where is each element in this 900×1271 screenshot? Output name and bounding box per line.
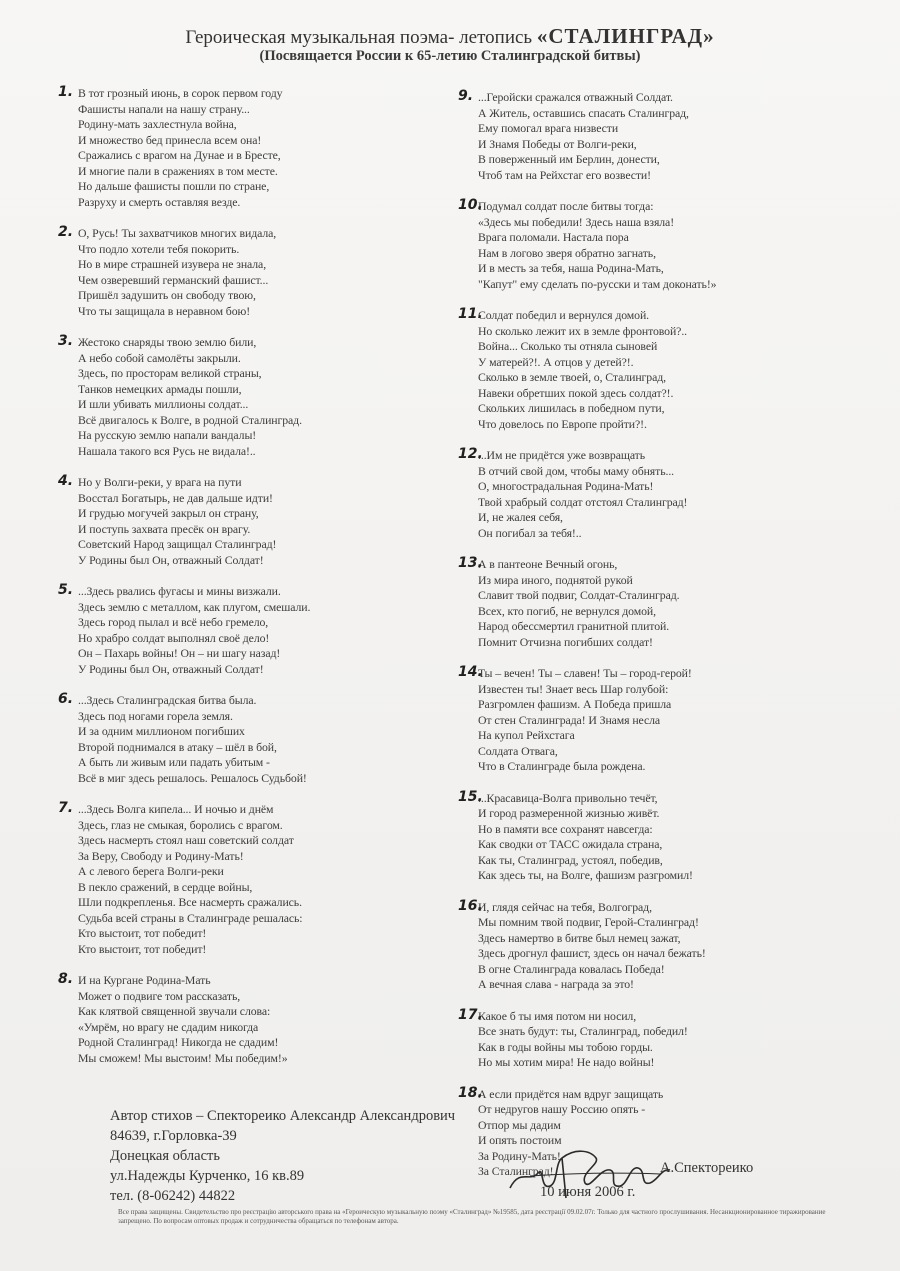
verse-line: Навеки обретших покой здесь солдат?!. bbox=[478, 385, 674, 400]
stanza-number: 13. bbox=[458, 555, 483, 571]
verse-line: Советский Народ защищал Сталинград! bbox=[78, 537, 277, 551]
right-column bbox=[460, 90, 800, 1196]
stanza bbox=[458, 1006, 800, 1071]
verse-line: Народ обессмертил гранитной плитой. bbox=[478, 619, 670, 633]
verse-line: А вечная слава - награда за это! bbox=[478, 977, 634, 991]
verse-line: Чем озверевший германский фашист... bbox=[78, 272, 269, 287]
stanza bbox=[60, 973, 430, 1066]
verse-line: Солдат победил и вернулся домой. bbox=[478, 308, 650, 322]
verse-line: Здесь, по просторам великой страны, bbox=[78, 366, 262, 380]
verse-line: Ты – вечен! Ты – славен! Ты – город-герой! bbox=[478, 666, 692, 680]
verse-line: В огне Сталинграда ковалась Победа! bbox=[478, 961, 665, 976]
stanza bbox=[460, 448, 800, 541]
stanza-number: 11. bbox=[458, 306, 483, 322]
verse-line: Но дальше фашисты пошли по стране, bbox=[78, 179, 270, 193]
verse-line: Всех, кто погиб, не вернулся домой, bbox=[478, 603, 656, 618]
verse-line: ...Красавица-Волга привольно течёт, bbox=[478, 790, 658, 805]
signature-name: А.Спектореико bbox=[660, 1160, 754, 1176]
signature-date: 10 июня 2006 г. bbox=[540, 1184, 636, 1200]
verse-line: Подумал солдат после битвы тогда: bbox=[478, 199, 654, 213]
stanza bbox=[60, 86, 430, 210]
verse-line: Помнит Отчизна погибших солдат! bbox=[478, 634, 653, 649]
verse-line: ...Здесь рвались фугасы и мины визжали. bbox=[78, 584, 281, 598]
verse-line: И, не жалея себя, bbox=[478, 510, 563, 524]
verse-line: Нам в логово зверя обратно загнать, bbox=[478, 245, 656, 260]
title-main: «СТАЛИНГРАД» bbox=[536, 24, 715, 48]
verse-line: Жестоко снаряды твою землю били, bbox=[78, 335, 257, 349]
stanza bbox=[458, 897, 800, 993]
verse-line: У Родины был Он, отважный Солдат! bbox=[78, 661, 264, 676]
verse-line: Здесь дрогнул фашист, здесь он начал бежать! bbox=[478, 946, 706, 960]
verse-line: Здесь землю с металлом, как плугом, смешали. bbox=[78, 599, 311, 614]
stanza bbox=[460, 557, 800, 650]
verse-line: На купол Рейхстага bbox=[478, 728, 575, 742]
verse-line: Но храбро солдат выполнял своё дело! bbox=[78, 630, 270, 645]
verse-line: Что довелось по Европе пройти?!. bbox=[478, 416, 647, 431]
title-prefix: Героическая музыкальная поэма- летопись bbox=[185, 27, 537, 48]
stanza-number: 4. bbox=[58, 473, 74, 489]
stanza-number: 18. bbox=[458, 1084, 483, 1101]
author-address-1: 84639, г.Горловка-39 bbox=[110, 1128, 237, 1144]
stanza-number: 10. bbox=[458, 197, 483, 213]
verse-line: О, Русь! Ты захватчиков многих видала, bbox=[78, 226, 277, 240]
verse-line: В пекло сражений, в сердце войны, bbox=[78, 879, 253, 894]
author-name: Автор стихов – Спектореико Александр Александрович bbox=[110, 1108, 456, 1124]
stanza bbox=[60, 584, 430, 677]
verse-line: Всё двигалось к Волге, в родной Сталинград. bbox=[78, 412, 302, 427]
page-subtitle: (Посвящается России к 65-летию Сталинградской битвы) bbox=[259, 48, 641, 64]
verse-line: Кто выстоит, тот победит! bbox=[78, 941, 207, 956]
stanza-number: 8. bbox=[58, 971, 74, 987]
verse-line: Что в Сталинграде была рождена. bbox=[478, 759, 646, 773]
verse-line: ...Геройски сражался отважный Солдат. bbox=[478, 90, 673, 104]
verse-line: Как клятвой священной звучали слова: bbox=[78, 1004, 271, 1018]
verse-line: Здесь, глаз не смыкая, боролись с врагом. bbox=[78, 817, 283, 832]
verse-line: Родину-мать захлестнула война, bbox=[78, 117, 237, 131]
stanza-number: 16. bbox=[458, 897, 483, 914]
verse-line: Как здесь ты, на Волге, фашизм разгромил! bbox=[478, 868, 693, 882]
stanza-number: 1. bbox=[58, 84, 74, 100]
verse-line: А если придётся нам вдруг защищать bbox=[478, 1086, 664, 1101]
stanza bbox=[60, 802, 430, 957]
verse-line: А Житель, оставшись спасать Сталинград, bbox=[478, 105, 689, 120]
stanza-number: 14. bbox=[458, 664, 483, 680]
copyright-footnote: Все права защищены. Свидетельство про реєстрацію авторського права на «Героическую музыкальную поэму «Сталинград» №19585, дата реєстрації 09.02.07г. Только для частного прослушивания. Несанкционированное тиражирование запрещено. По вопросам оптовых продаж и сотрудничества обращаться по телефонам автора. bbox=[118, 1208, 826, 1225]
author-phone: тел. (8-06242) 44822 bbox=[110, 1188, 236, 1204]
verse-line: Славит твой подвиг, Солдат-Сталинград. bbox=[478, 588, 680, 602]
signature-area bbox=[500, 1128, 800, 1208]
stanza bbox=[60, 475, 430, 568]
verse-line: Война... Сколько ты отняла сыновей bbox=[478, 339, 658, 353]
verse-line: Но в мире страшней изувера не знала, bbox=[78, 257, 267, 271]
verse-line: А в пантеоне Вечный огонь, bbox=[478, 557, 618, 571]
verse-line: Здесь под ногами горела земля. bbox=[78, 708, 233, 723]
verse-line: Здесь насмерть стоял наш советский солдат bbox=[78, 833, 294, 847]
verse-line: Он – Пахарь войны! Он – ни шагу назад! bbox=[78, 646, 281, 660]
verse-line: Как сводки от ТАСС ожидала страна, bbox=[478, 837, 663, 851]
verse-line: Нашала такого вся Русь не видала!.. bbox=[78, 443, 256, 458]
verse-line: Сколько в земле твоей, о, Сталинград, bbox=[478, 370, 666, 384]
verse-line: О, многострадальная Родина-Мать! bbox=[478, 479, 654, 493]
verse-line: И многие пали в сражениях в том месте. bbox=[78, 163, 278, 178]
verse-line: Но в памяти все сохранят навсегда: bbox=[478, 821, 653, 836]
verse-line: На русскую землю напали вандалы! bbox=[78, 428, 257, 442]
verse-line: Солдата Отвага, bbox=[478, 743, 558, 758]
stanza bbox=[60, 335, 430, 459]
verse-line: Но мы хотим мира! Не надо войны! bbox=[478, 1055, 655, 1069]
verse-line: В отчий свой дом, чтобы маму обнять... bbox=[478, 463, 675, 478]
stanza-number: 5. bbox=[58, 582, 74, 598]
verse-line: Сражались с врагом на Дунае и в Бресте, bbox=[78, 148, 281, 162]
verse-line: Как ты, Сталинград, устоял, победив, bbox=[478, 852, 663, 867]
verse-line: А с левого берега Волги-реки bbox=[78, 864, 224, 878]
stanza-number: 3. bbox=[58, 333, 74, 349]
stanza-number: 6. bbox=[58, 691, 74, 707]
verse-line: И за одним миллионом погибших bbox=[78, 724, 245, 738]
verse-line: Отпор мы дадим bbox=[478, 1117, 561, 1132]
verse-line: Пришёл задушить он свободу твою, bbox=[78, 288, 256, 302]
stanza bbox=[458, 788, 800, 884]
verse-line: И на Кургане Родина-Мать bbox=[78, 973, 211, 987]
verse-line: И опять постоим bbox=[478, 1133, 562, 1147]
verse-line: Кто выстоит, тот победит! bbox=[78, 926, 207, 940]
verse-line: Но у Волги-реки, у врага на пути bbox=[78, 475, 242, 489]
verse-line: И город размеренной жизнью живёт. bbox=[478, 806, 660, 820]
stanza bbox=[60, 226, 430, 319]
verse-line: Твой храбрый солдат отстоял Сталинград! bbox=[478, 494, 688, 509]
verse-line: А небо собой самолёты закрыли. bbox=[78, 350, 241, 365]
stanza-number: 12. bbox=[458, 446, 483, 462]
verse-line: Известен ты! Знает весь Шар голубой: bbox=[478, 681, 669, 696]
verse-line: Восстал Богатырь, не дав дальше идти! bbox=[78, 490, 273, 505]
verse-line: ...Здесь Волга кипела... И ночью и днём bbox=[78, 802, 274, 816]
verse-line: За Сталинград! bbox=[478, 1164, 554, 1178]
verse-line: Из мира иного, поднятой рукой bbox=[478, 572, 633, 587]
verse-line: Судьба всей страны в Сталинграде решалась: bbox=[78, 910, 303, 925]
verse-line: Здесь намертво в битве был немец зажат, bbox=[478, 930, 681, 945]
verse-line: За Веру, Свободу и Родину-Мать! bbox=[78, 848, 244, 863]
verse-line: Но сколько лежит их в земле фронтовой?.. bbox=[478, 323, 688, 338]
verse-line: Всё в миг здесь решалось. Решалось Судьбой! bbox=[78, 770, 307, 785]
verse-line: Родной Сталинград! Никогда не сдадим! bbox=[78, 1035, 279, 1049]
stanza bbox=[60, 693, 430, 786]
verse-line: Второй поднимался в атаку – шёл в бой, bbox=[78, 739, 277, 754]
verse-line: От недругов нашу Россию опять - bbox=[478, 1102, 646, 1116]
verse-line: И в месть за тебя, наша Родина-Мать, bbox=[478, 261, 664, 275]
verse-line: Врага поломали. Настала пора bbox=[478, 230, 629, 244]
verse-line: И грудью могучей закрыл он страну, bbox=[78, 506, 259, 520]
verse-line: Что подло хотели тебя покорить. bbox=[78, 241, 240, 256]
verse-line: ...Здесь Сталинградская битва была. bbox=[78, 693, 257, 707]
verse-line: ...Им не придётся уже возвращать bbox=[478, 448, 645, 462]
stanza bbox=[460, 90, 800, 183]
stanza bbox=[460, 308, 800, 432]
verse-line: И шли убивать миллионы солдат... bbox=[78, 397, 249, 411]
verse-line: Все знать будут: ты, Сталинград, победил! bbox=[478, 1024, 688, 1038]
stanza bbox=[460, 199, 800, 292]
verse-line: И, глядя сейчас на тебя, Волгоград, bbox=[478, 899, 652, 914]
stanza-number: 17. bbox=[458, 1006, 483, 1023]
verse-line: У Родины был Он, отважный Солдат! bbox=[78, 552, 264, 567]
stanza-number: 15. bbox=[458, 788, 483, 805]
page-title bbox=[0, 24, 900, 49]
verse-line: У матерей?!. А отцов у детей?!. bbox=[478, 354, 634, 369]
verse-line: «Здесь мы победили! Здесь наша взяла! bbox=[478, 214, 675, 229]
verse-line: И множество бед принесла всем она! bbox=[78, 132, 262, 147]
verse-line: И поступь захвата пресёк он врагу. bbox=[78, 521, 251, 536]
verse-line: За Родину-Мать! bbox=[478, 1148, 561, 1163]
verse-line: Танков немецких армады пошли, bbox=[78, 381, 242, 396]
verse-line: А быть ли живым или падать убитым - bbox=[78, 755, 270, 769]
verse-line: «Умрём, но врагу не сдадим никогда bbox=[78, 1019, 259, 1034]
stanza bbox=[460, 666, 800, 775]
verse-line: От стен Сталинграда! И Знамя несла bbox=[478, 712, 661, 727]
verse-line: В тот грозный июнь, в сорок первом году bbox=[78, 86, 283, 100]
verse-line: Что ты защищала в неравном бою! bbox=[78, 303, 251, 318]
verse-line: "Капут" ему сделать по-русски и там доконать!» bbox=[478, 276, 717, 291]
verse-line: Здесь город пылал и всё небо гремело, bbox=[78, 615, 269, 629]
verse-line: Чтоб там на Рейхстаг его возвести! bbox=[478, 167, 651, 182]
verse-line: Какое б ты имя потом ни носил, bbox=[478, 1008, 637, 1023]
verse-line: Он погибал за тебя!.. bbox=[478, 525, 582, 540]
verse-line: Мы помним твой подвиг, Герой-Сталинград! bbox=[478, 915, 699, 929]
author-address-2: Донецкая область bbox=[110, 1148, 220, 1164]
verse-line: Фашисты напали на нашу страну... bbox=[78, 101, 250, 116]
verse-line: И Знамя Победы от Волги-реки, bbox=[478, 136, 637, 151]
verse-line: Разгромлен фашизм. А Победа пришла bbox=[478, 697, 672, 711]
author-address-3: ул.Надежды Курченко, 16 кв.89 bbox=[110, 1168, 305, 1184]
stanza-number: 9. bbox=[458, 88, 474, 104]
stanza-number: 2. bbox=[58, 224, 74, 240]
verse-line: Мы сможем! Мы выстоим! Мы победим!» bbox=[78, 1050, 288, 1065]
verse-line: Шли подкрепленья. Все насмерть сражались. bbox=[78, 895, 302, 909]
verse-line: Разруху и смерть оставляя везде. bbox=[78, 194, 241, 209]
verse-line: В поверженный им Берлин, донести, bbox=[478, 152, 660, 166]
left-column bbox=[60, 86, 430, 1082]
verse-line: Как в годы войны мы тобою горды. bbox=[478, 1039, 653, 1054]
verse-line: Может о подвиге том рассказать, bbox=[78, 988, 241, 1003]
verse-line: Скольких лишилась в победном пути, bbox=[478, 401, 665, 415]
verse-line: Ему помогал врага низвести bbox=[478, 121, 619, 135]
stanza-number: 7. bbox=[58, 800, 74, 816]
